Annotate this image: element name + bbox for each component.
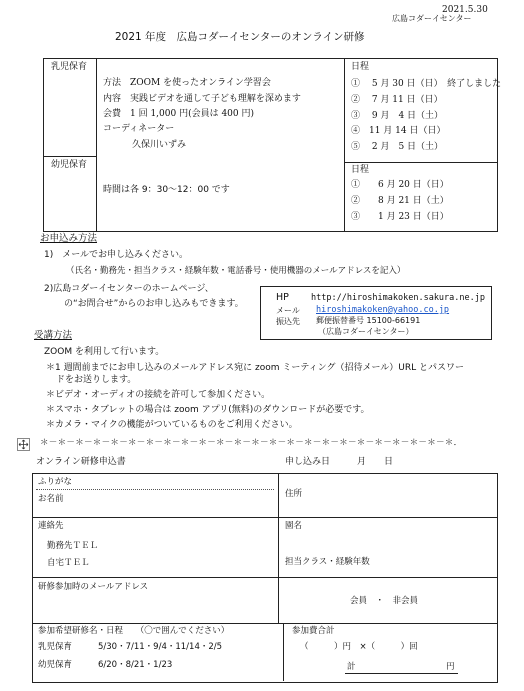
hp-link[interactable]: http://hiroshimakoken.sakura.ne.jp: [311, 293, 485, 303]
coordinator-name: 久保川いずみ: [132, 140, 187, 150]
infant-date-1: ① 5 月 30 日（日） 終了しました: [351, 79, 502, 89]
transfer-value: 郵便振替番号 15100-66191: [316, 316, 421, 325]
page-title: 2021 年度 広島コダーイセンターのオンライン研修: [115, 31, 365, 43]
apply-heading: お申込み方法: [40, 233, 98, 244]
name-label[interactable]: お名前: [38, 494, 64, 504]
toddler-date-3: ③ 1 月 23 日（日）: [351, 212, 449, 222]
method-text: 方法 ZOOM を使ったオンライン学習会: [103, 78, 271, 88]
form-row-divider-2: [32, 577, 497, 578]
toddler-date-1: ① 6 月 20 日（日）: [351, 180, 449, 190]
mail-link[interactable]: hiroshimakoken@yahoo.co.jp: [316, 305, 450, 315]
content-text: 内容 実践ビデオを通して子ども理解を深めます: [103, 94, 301, 104]
header-date: 2021.5.30: [442, 5, 488, 15]
apply-line-2: 2)広島コダーイセンターのホームページ、: [44, 284, 214, 294]
mail-label: メール: [276, 306, 300, 315]
form-row-divider-1: [32, 517, 497, 518]
header-org: 広島コダーイセンター: [392, 14, 472, 23]
form-title: オンライン研修申込書: [36, 457, 126, 467]
time-text: 時間は各 9：30～12：00 です: [103, 185, 230, 195]
attend-intro: ZOOM を利用して行います。: [44, 347, 165, 357]
toddler-row-dates[interactable]: 6/20・8/21・1/23: [98, 660, 173, 670]
form-date-label: 申し込み日 月 日: [285, 457, 394, 467]
furigana-label: ふりがな: [38, 477, 73, 487]
total-yen-label: 円: [446, 662, 455, 672]
apply-line-1: 1) メールでお申し込みください。: [44, 250, 189, 260]
mail-address-label[interactable]: 研修参加時のメールアドレス: [38, 582, 149, 592]
garden-label[interactable]: 園名: [285, 521, 303, 531]
infant-date-2: ② 7 月 11 日（日）: [351, 95, 443, 105]
toddler-row-label: 幼児保育: [38, 660, 73, 670]
divider-line: ＊－＊－＊－＊－＊－＊－＊－＊－＊－＊－＊－＊－＊－＊－＊－＊－＊－＊－＊－＊－＊－＊－＊－＊．: [40, 438, 463, 448]
coordinator-label: コーディネーター: [103, 124, 175, 134]
attend-heading: 受講方法: [34, 330, 73, 341]
total-sum-underline: [345, 673, 458, 674]
apply-line-1-detail: （氏名・勤務先・担当クラス・経験年数・電話番号・使用機器のメールアドレスを記入）: [66, 266, 406, 276]
attend-bullet-3: ＊スマホ・タブレットの場合は zoom アプリ(無料)のダウンロードが必要です。: [46, 405, 370, 415]
contact-label: 連絡先: [38, 521, 64, 531]
schedule-col-divider-2: [344, 58, 345, 231]
infant-date-4: ④ 11 月 14 日（日）: [351, 126, 446, 136]
attend-bullet-1: ＊1 週間前までにお申し込みのメールアドレス宛に zoom ミーティング（招待メール）URL とパスワー: [46, 363, 465, 373]
furigana-underline: [36, 489, 274, 490]
transfer-label: 振込先: [276, 317, 300, 326]
form-row-divider-3: [32, 623, 497, 624]
work-tel-label[interactable]: 勤務先ＴＥＬ: [47, 541, 99, 551]
toddler-label: 幼児保育: [51, 160, 88, 170]
attend-bullet-2: ＊ビデオ・オーディオの接続を許可して参加ください。: [46, 390, 271, 400]
total-fee-calc[interactable]: （ ）円 ×（ ）回: [300, 642, 418, 652]
schedule-row-divider-right: [344, 162, 497, 163]
infant-label: 乳児保育: [51, 62, 88, 72]
home-tel-label[interactable]: 自宅ＴＥＬ: [47, 558, 90, 568]
total-sum-label: 計: [347, 662, 356, 672]
toddler-date-2: ② 8 月 21 日（土）: [351, 196, 449, 206]
hp-label: HP: [276, 292, 289, 303]
move-handle-icon[interactable]: [17, 438, 30, 451]
transfer-holder: （広島コダーイセンター）: [318, 327, 414, 336]
infant-date-5: ⑤ 2 月 5 日（土）: [351, 142, 444, 152]
fee-text: 会費 1 回 1,000 円(会員は 400 円): [103, 109, 254, 119]
desired-course-label: 参加希望研修名・日程 （〇で囲んでください）: [38, 626, 230, 636]
schedule-col-divider-1: [96, 58, 97, 231]
total-fee-label: 参加費合計: [292, 626, 335, 636]
form-col-divider: [278, 473, 279, 623]
address-label[interactable]: 住所: [285, 489, 303, 499]
form-col-divider-bottom: [283, 623, 284, 681]
infant-schedule-label: 日程: [351, 62, 370, 72]
toddler-schedule-label: 日程: [351, 165, 370, 175]
infant-date-3: ③ 9 月 4 日（土）: [351, 111, 444, 121]
attend-bullet-1-cont: ドをお送りします。: [56, 375, 137, 385]
apply-line-2-detail: の“お問合せ”からのお申し込みもできます。: [64, 299, 244, 309]
infant-row-label: 乳児保育: [38, 642, 73, 652]
infant-row-dates[interactable]: 5/30・7/11・9/4・11/14・2/5: [98, 642, 223, 652]
schedule-row-divider-left: [43, 156, 97, 157]
attend-bullet-4: ＊カメラ・マイクの機能がついているものをご利用ください。: [46, 420, 298, 430]
class-years-label[interactable]: 担当クラス・経験年数: [285, 557, 370, 567]
membership-choice[interactable]: 会員 ・ 非会員: [350, 596, 419, 606]
